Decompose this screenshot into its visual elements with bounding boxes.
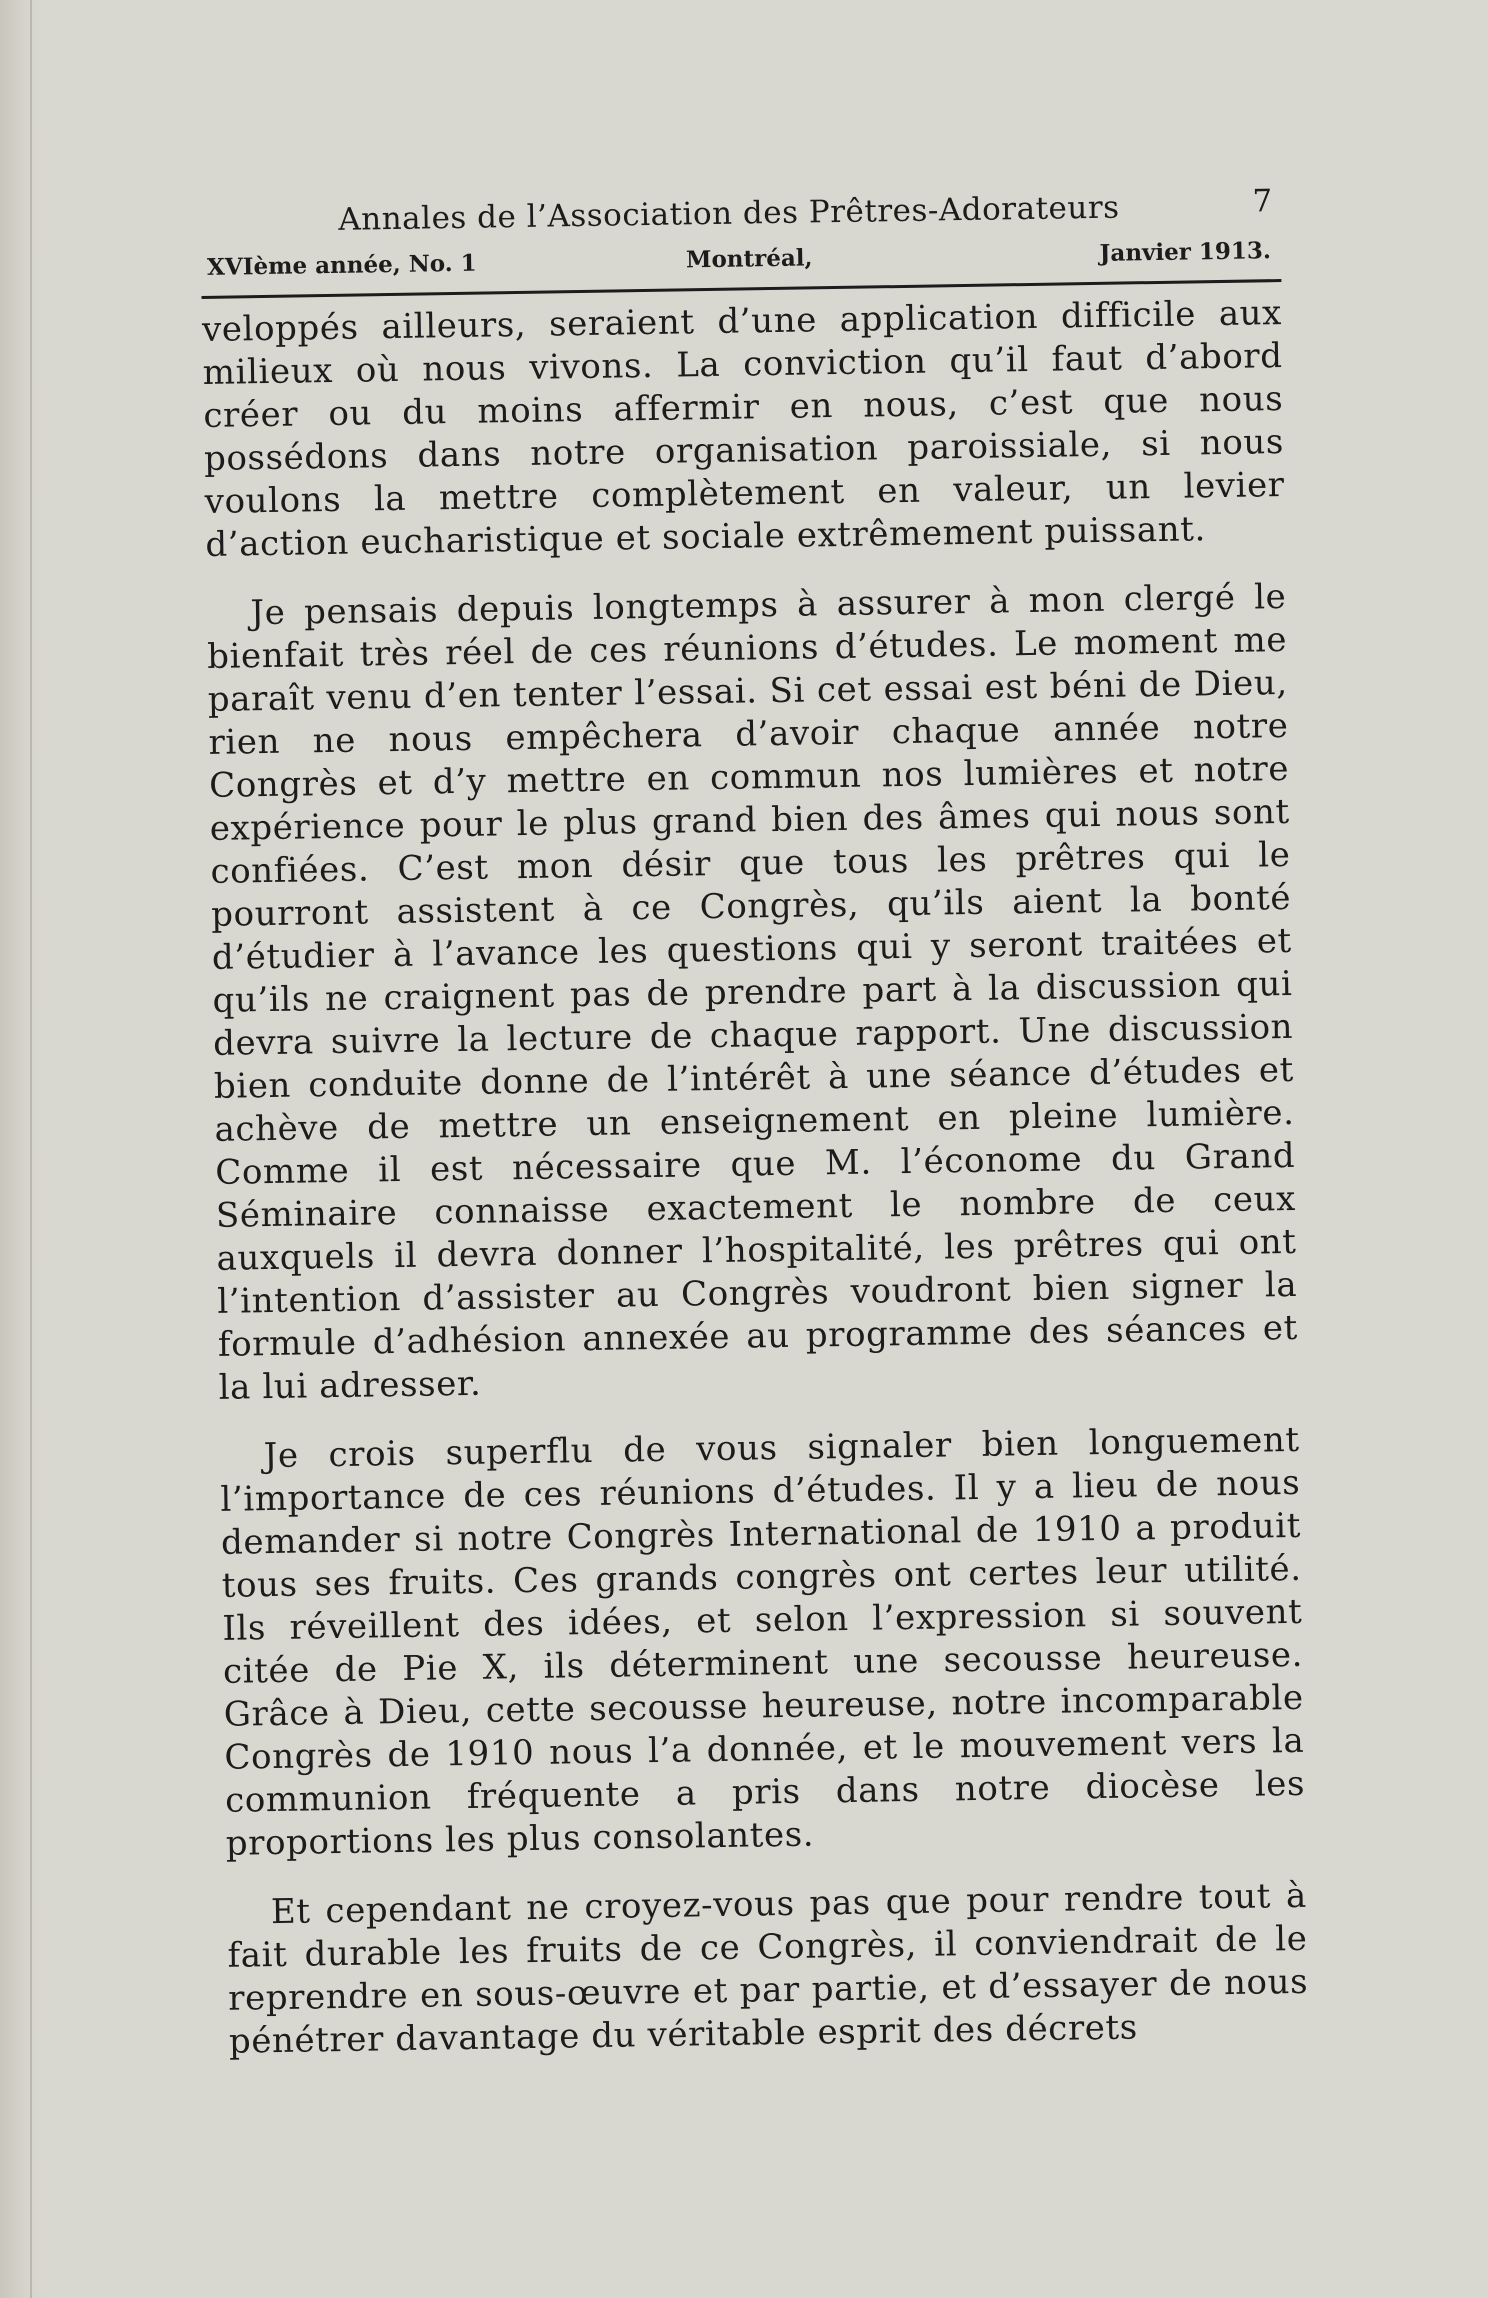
paragraph: Je pensais depuis longtemps à assurer à mon clergé le bienfait très réel de ces réunions d’études. Le moment me paraît venu d’en tenter l’essai. Si cet essai est béni de Dieu, rien ne nous empêchera d’avoir chaque année notre Congrès et d’y mettre en commun nos lumières et notre expérience pour le plus grand bien des âmes qui nous sont confiées. C’est mon désir que tous les prêtres qui le pourront assistent à ce Congrès, qu’ils aient la bonté d’étudier à l’avance les questions qui y seront traitées et qu’ils ne craignent pas de prendre part à la discussion qui devra suivre la lecture de chaque rapport. Une discussion bien conduite donne de l’intérêt à une séance d’études et achève de mettre un enseignement en pleine lumière. Comme il est nécessaire que M. l’économe du Grand Séminaire connaisse exactement le nombre de ceux auxquels il devra donner l’hospitalité, les prêtres qui ont l’intention d’assister au Congrès voudront bien signer la formule d’adhésion annexée au programme des séances et la lui adresser. [206,576,1299,1408]
paragraph: Je crois superflu de vous signaler bien longuement l’importance de ces réunions d’études. Il y a lieu de nous demander si notre Congrès International de 1910 a produit tous ses fruits. Ces grands congrès ont certes leur utilité. Ils réveillent des idées, et selon l’expression si souvent citée de Pie X, ils déterminent une secousse heureuse. Grâce à Dieu, cette secousse heureuse, notre incomparable Congrès de 1910 nous l’a donnée, et le mouvement vers la communion fréquente a pris dans notre diocèse les proportions les plus consolantes. [220,1419,1306,1864]
date-label: Janvier 1913. [1099,237,1272,267]
place-label: Montréal, [685,244,813,274]
journal-title: Annales de l’Association des Prêtres-Adorateurs [338,189,1120,238]
book-gutter [0,0,44,2298]
page [200,183,1310,2090]
paragraph: Et cependant ne croyez-vous pas que pour rendre tout à fait durable les fruits de ce Congrès, il conviendrait de le reprendre en sous-œuvre et par partie, et d’essayer de nous pénétrer davantage du véritable esprit des décrets [227,1875,1309,2062]
page-number: 7 [1252,183,1273,220]
issue-label: XVIème année, No. 1 [206,249,477,281]
paragraph: veloppés ailleurs, seraient d’une application difficile aux milieux où nous vivons. La conviction qu’il faut d’abord créer ou du moins affermir en nous, c’est que nous possédons dans notre organisation paroissiale, si nous voulons la mettre complètement en valeur, un levier d’action eucharistique et sociale extrêmement puissant. [201,293,1285,565]
body-text [202,292,1309,2064]
